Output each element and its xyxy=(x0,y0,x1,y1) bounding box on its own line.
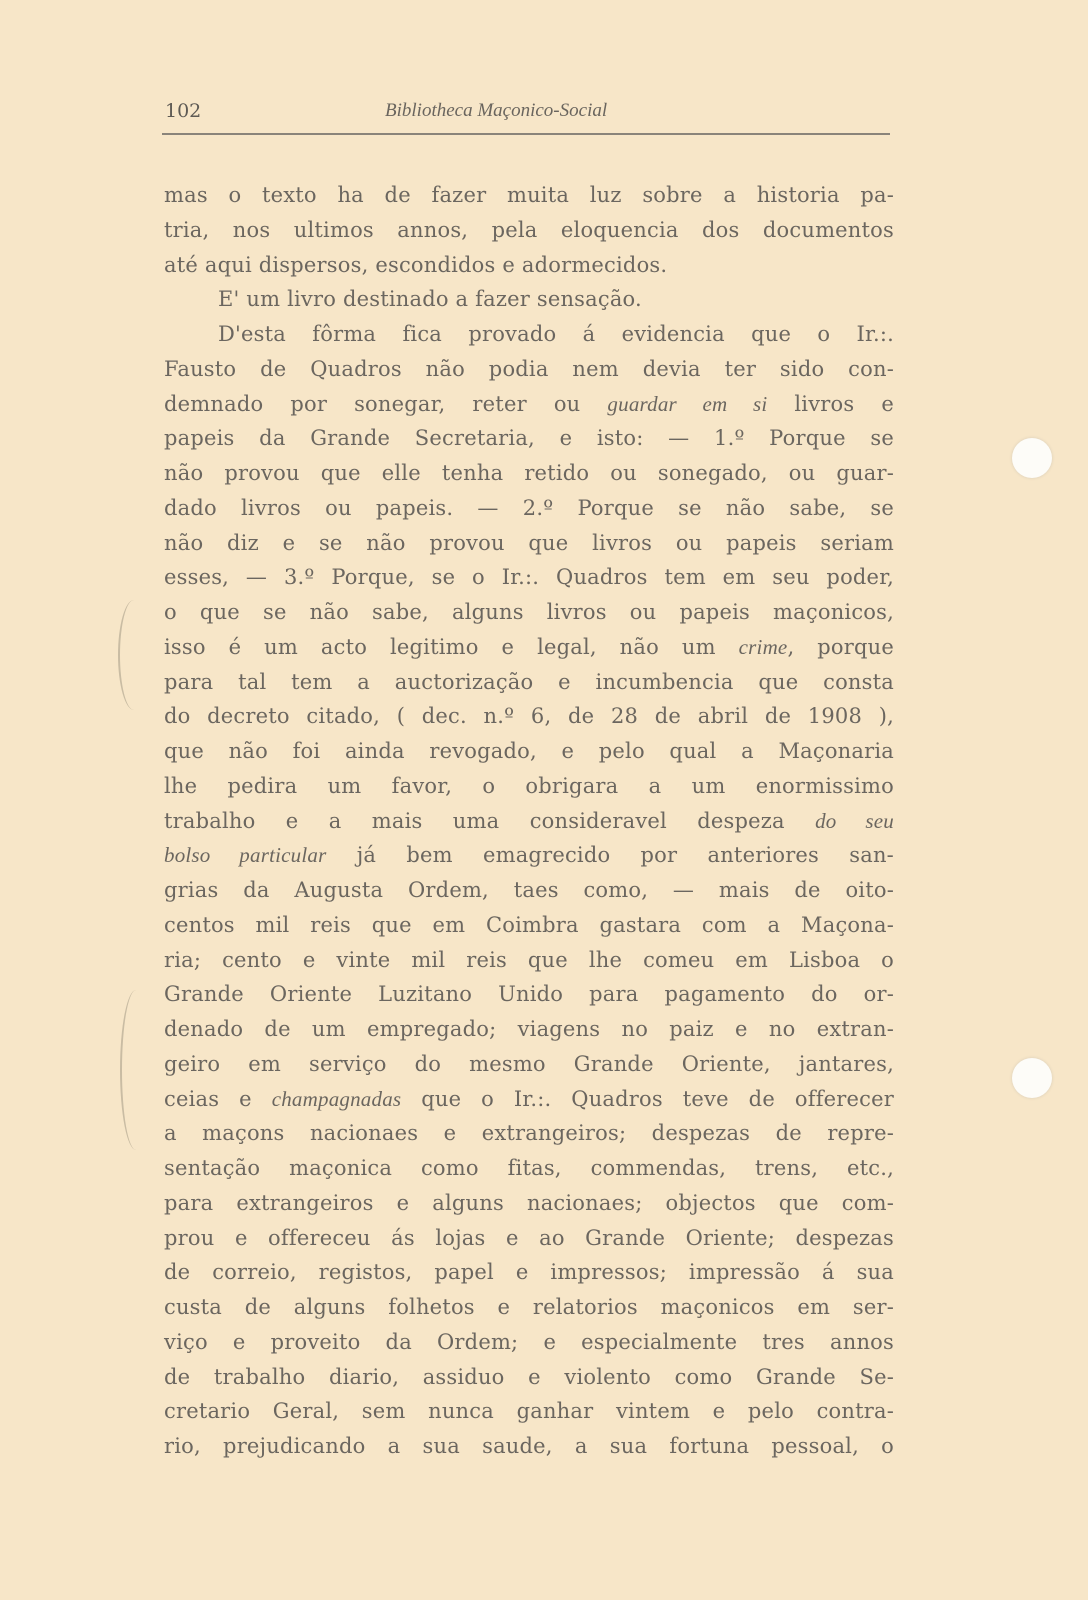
text-line xyxy=(164,1047,894,1082)
text-line xyxy=(164,352,894,387)
text-line xyxy=(164,1012,894,1047)
text-run: até aqui dispersos, escondidos e adormecidos. xyxy=(164,252,668,277)
text-run: viço e proveito da Ordem; e especialmente tres annos xyxy=(164,1329,894,1354)
text-run: o que se não sabe, alguns livros ou papeis maçonicos, xyxy=(164,600,894,624)
text-line xyxy=(164,769,894,804)
text-line xyxy=(164,1325,894,1360)
text-line xyxy=(164,387,894,422)
text-run: sentação maçonica como fitas, commendas, trens, etc., xyxy=(164,1156,894,1180)
text-run: ria; cento e vinte mil reis que lhe comeu em Lisboa o xyxy=(164,947,894,972)
text-line xyxy=(164,908,894,943)
text-line xyxy=(164,1186,894,1221)
text-run: tria, nos ultimos annos, pela eloquencia dos documentos xyxy=(164,217,894,242)
text-run: centos mil reis que em Coimbra gastara com a Maçona- xyxy=(164,912,894,937)
text-line xyxy=(164,1255,894,1290)
text-line xyxy=(164,1116,894,1151)
text-line xyxy=(164,804,894,839)
text-run: do decreto citado, ( dec. n.º 6, de 28 de abril de 1908 ), xyxy=(164,704,894,729)
text-run: isso é um acto legitimo e legal, não um xyxy=(164,634,739,659)
running-title: Bibliotheca Maçonico-Social xyxy=(385,100,608,121)
text-run: denado de um empregado; viagens no paiz e no extran- xyxy=(164,1017,894,1041)
text-run: , porque xyxy=(787,634,894,659)
italic-text: do seu xyxy=(815,808,894,833)
text-run: de correio, registos, papel e impressos; impressão á sua xyxy=(164,1260,894,1285)
text-run: não provou que elle tenha retido ou sonegado, ou guar- xyxy=(164,461,894,485)
text-line xyxy=(164,282,894,317)
text-run: prou e offereceu ás lojas e ao Grande Oriente; despezas xyxy=(164,1225,894,1250)
text-line xyxy=(164,595,894,630)
text-run: grias da Augusta Ordem, taes como, — mais de oito- xyxy=(164,878,894,902)
punch-hole xyxy=(1012,1058,1052,1098)
text-run: livros e xyxy=(767,391,894,416)
text-line xyxy=(164,1394,894,1429)
text-run: dado livros ou papeis. — 2.º Porque se não sabe, se xyxy=(164,495,894,520)
text-line xyxy=(164,1360,894,1395)
text-run: geiro em serviço do mesmo Grande Oriente, jantares, xyxy=(164,1051,894,1076)
text-run: demnado por sonegar, reter ou xyxy=(164,391,608,416)
text-line xyxy=(164,873,894,908)
text-line xyxy=(164,1290,894,1325)
text-line xyxy=(164,178,894,213)
header-rule xyxy=(162,133,890,135)
text-line xyxy=(164,1429,894,1464)
text-run: já bem emagrecido por anteriores san- xyxy=(326,843,894,868)
text-run: cretario Geral, sem nunca ganhar vintem e pelo contra- xyxy=(164,1399,894,1424)
text-line xyxy=(164,977,894,1012)
margin-mark xyxy=(118,600,150,710)
text-line xyxy=(164,1221,894,1256)
text-line xyxy=(164,456,894,491)
text-run: Grande Oriente Luzitano Unido para pagamento do or- xyxy=(164,982,894,1007)
text-line xyxy=(164,1151,894,1186)
text-run: custa de alguns folhetos e relatorios maçonicos em ser- xyxy=(164,1295,894,1319)
text-run: papeis da Grande Secretaria, e isto: — 1.º Porque se xyxy=(164,426,894,451)
text-run: que não foi ainda revogado, e pelo qual a Maçonaria xyxy=(164,739,894,763)
text-run: lhe pedira um favor, o obrigara a um enormissimo xyxy=(164,773,894,798)
text-run: de trabalho diario, assiduo e violento como Grande Se- xyxy=(164,1364,894,1389)
text-line xyxy=(164,213,894,248)
margin-mark xyxy=(120,990,152,1150)
text-line xyxy=(164,248,894,283)
text-run: Fausto de Quadros não podia nem devia ter sido con- xyxy=(164,356,894,381)
text-line xyxy=(164,491,894,526)
text-line xyxy=(164,838,894,873)
text-run: esses, — 3.º Porque, se o Ir.:. Quadros tem em seu poder, xyxy=(164,565,894,590)
text-line xyxy=(164,526,894,561)
text-line xyxy=(164,1082,894,1117)
italic-text: champagnadas xyxy=(271,1086,402,1111)
body-text xyxy=(164,178,894,1464)
text-line xyxy=(164,699,894,734)
text-line xyxy=(164,421,894,456)
italic-text: crime xyxy=(738,634,788,659)
text-line xyxy=(164,734,894,769)
italic-text: bolso particular xyxy=(164,843,327,868)
text-run: para tal tem a auctorização e incumbencia que consta xyxy=(164,669,894,694)
text-run: E' um livro destinado a fazer sensação. xyxy=(218,287,642,312)
text-run: a maçons nacionaes e extrangeiros; despezas de repre- xyxy=(164,1121,894,1146)
text-run: não diz e se não provou que livros ou papeis seriam xyxy=(164,530,894,555)
text-run: mas o texto ha de fazer muita luz sobre a historia pa- xyxy=(164,183,894,207)
text-run: rio, prejudicando a sua saude, a sua fortuna pessoal, o xyxy=(164,1434,894,1458)
text-line xyxy=(164,630,894,665)
italic-text: guardar em si xyxy=(607,391,768,416)
text-run: D'esta fôrma fica provado á evidencia que o Ir.:. xyxy=(218,322,894,346)
text-line xyxy=(164,560,894,595)
punch-hole xyxy=(1012,438,1052,478)
text-line xyxy=(164,665,894,700)
text-run: que o Ir.:. Quadros teve de offerecer xyxy=(401,1086,894,1111)
text-run: trabalho e a mais uma consideravel despeza xyxy=(164,808,816,833)
text-line xyxy=(164,317,894,352)
page-number: 102 xyxy=(165,100,202,122)
text-line xyxy=(164,943,894,978)
text-run: ceias e xyxy=(164,1086,272,1111)
text-run: para extrangeiros e alguns nacionaes; objectos que com- xyxy=(164,1190,894,1215)
